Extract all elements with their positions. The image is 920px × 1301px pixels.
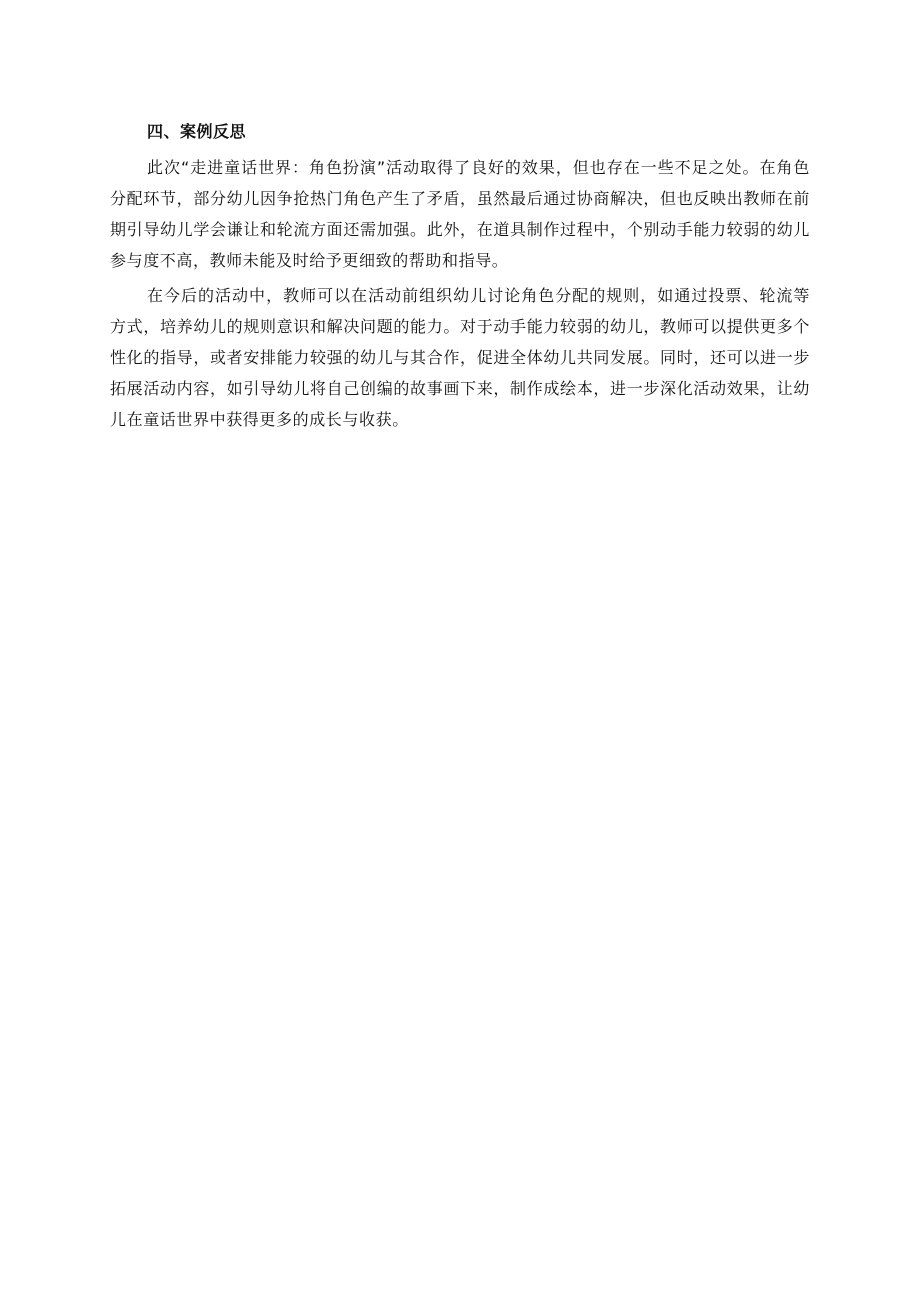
section-heading: 四、案例反思 — [147, 122, 247, 141]
paragraph-improvement: 在今后的活动中，教师可以在活动前组织幼儿讨论角色分配的规则，如通过投票、轮流等方式，培养幼儿的规则意识和解决问题的能力。对于动手能力较弱的幼儿，教师可以提供更多个性化的指导，或者安排能力较强的幼儿与其合作，促进全体幼儿共同发展。同时，还可以进一步拓展活动内容，如引导幼儿将自己创编的故事画下来，制作成绘本，进一步深化活动效果，让幼儿在童话世界中获得更多的成长与收获。 — [110, 286, 810, 429]
paragraph-reflection: 此次“走进童话世界：角色扮演”活动取得了良好的效果，但也存在一些不足之处。在角色分配环节，部分幼儿因争抢热门角色产生了矛盾，虽然最后通过协商解决，但也反映出教师在前期引导幼儿学会谦让和轮流方面还需加强。此外，在道具制作过程中，个别动手能力较弱的幼儿参与度不高，教师未能及时给予更细致的帮助和指导。 — [110, 158, 810, 270]
document-body — [110, 118, 810, 439]
